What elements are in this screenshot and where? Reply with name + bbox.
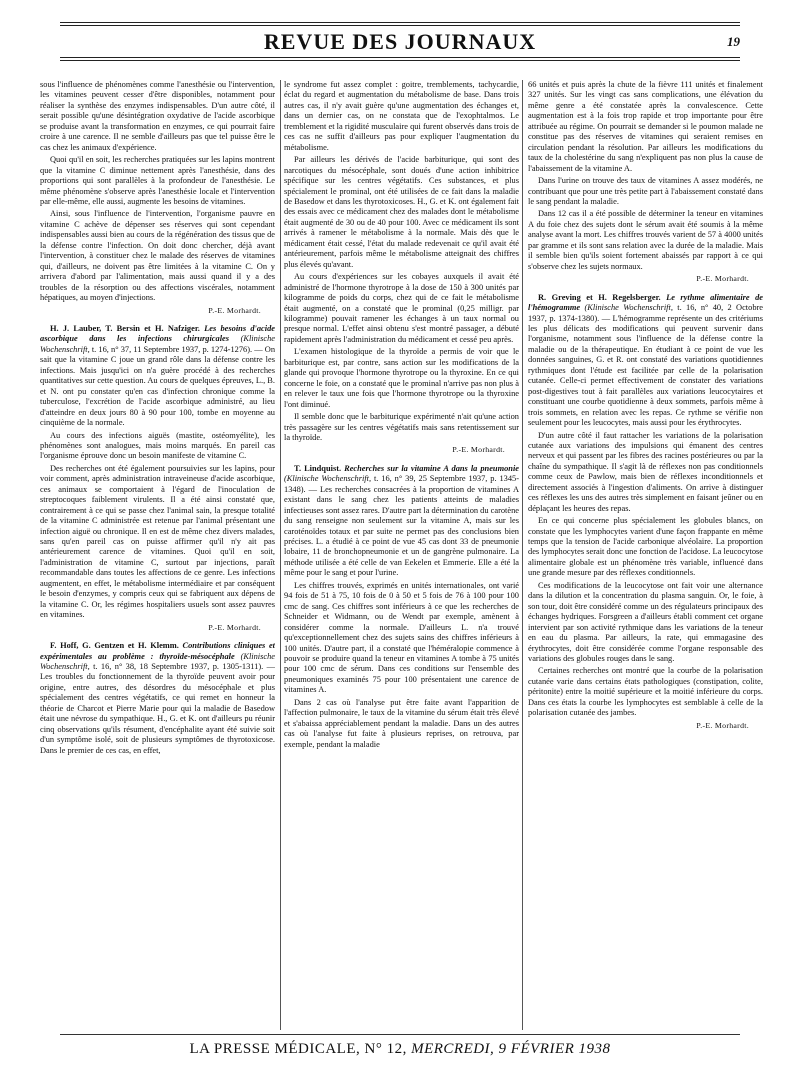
article-text: L'hémogramme représente un des critériums les plus délicats des modifications qui peuvent survenir dans l'organisme, notamment sous l'influence de la défense contre la maladie ou de la thérapeutique. En étudiant à ce point de vue les données sanguines, G. et R. ont constaté des variations quotidiennes rythmiques dont l'étude est facilitée par celle de la polarisation cutanée. Celle-ci permet effectivement de constater des variations post-digestives tout à fait parallèles aux variations leucocytaires et constituant une courbe quotidienne à deux sommets, parfois même à trois sommets, en relation avec les repas. Ce rythme se vérifie non seulement pour les leucocytes, mais aussi pour les érythrocytes. — [528, 313, 763, 428]
column-3 — [528, 80, 763, 1035]
article-journal: (Klinische Wochenschrift, — [584, 303, 673, 313]
article-text: Les troubles du fonctionnement de la thyroïde peuvent avoir pour origine, entre autres, des désordres du mésocéphale et plus spécialement des centres végétatifs, ce qui remet en honneur la théorie de Charcot et Pierre Marie pour qui la maladie de Basedow était une névrose du sympathique. H., G. et K. ont d'ailleurs pu réunir cinq observations qu'ils résument, d'encéphalite ayant été suivie soit d'un symptôme isolé, soit de plusieurs symptômes de thyrotoxicose. Dans le premier de ces cas, en effet, — [40, 672, 275, 755]
paragraph: Certaines recherches ont montré que la courbe de la polarisation cutanée varie dans certains états pathologiques (constipation, colite, péritonite) entre la moitié supérieure et la moitié inférieure du corps. Dans ces états la courbe les lymphocytes est semblable à celle de la polarisation cutanée des jambes. — [528, 666, 763, 718]
paragraph: Il semble donc que le barbiturique expérimenté n'ait qu'une action très passagère sur les centres végétatifs mais sans retentissement sur la thyroïde. — [284, 412, 519, 442]
article-reference: t. 16, n° 39, 25 Septembre 1937, p. 1345-1348). — — [284, 474, 519, 494]
article-authors: R. Greving et H. Regelsberger. — [538, 292, 661, 302]
article-title: Contributions cliniques et expérimentales au problème : thyroïde-mésocéphale — [40, 641, 275, 661]
signature: P.-E. Morhardt. — [208, 305, 261, 315]
paragraph: Les chiffres trouvés, exprimés en unités internationales, ont varié 94 fois de 51 à 75, 10 fois de 0 à 50 et 5 fois de 76 à 100 pour 100 cmc de sang. Ces chiffres sont inférieurs à ce que les recherches de Schneider et Widmann, ou de Wendt par exemple, amènent à considérer comme la normale. D'ailleurs L. n'a trouvé qu'exceptionnellement chez des sujets sains des chiffres inférieurs à 100 unités. D'autre part, il a constaté que l'héméralopie commence à pouvoir se produire quand la teneur en vitamines A tombe à 75 unités pour 100 cmc de sérum. Dans ces conditions sur l'ensemble des pneumoniques examinés 75 pour 100 présentaient une carence de vitamines A. — [284, 580, 519, 695]
paragraph: le syndrome fut assez complet : goitre, tremblements, tachycardie, éclat du regard et augmentation du métabolisme de base. Dans trois autres cas, il n'y avait guère qu'une augmentation des échanges et, dans un dernier cas, on ne constata que de l'exophtalmos. Le tremblement et la rigidité musculaire qui furent observés dans trois de ces cas ne suffit d'ailleurs pas pour expliquer l'augmentation du métabolisme. — [284, 80, 519, 152]
footer-date: MERCREDI, 9 FÉVRIER 1938 — [411, 1041, 611, 1057]
column-separator-1 — [280, 80, 281, 1030]
page-footer — [0, 1040, 800, 1058]
article-reference: t. 16, n° 40, 2 Octobre 1937, p. 1374-1380). — — [528, 303, 763, 323]
column-1 — [40, 80, 275, 1035]
column-2 — [284, 80, 519, 1035]
article-heading — [528, 293, 763, 429]
paragraph: Ces modifications de la leucocytose ont fait voir une alternance dans la dilution et la concentration du plasma sanguin. Or, le foie, à son tour, doit être considéré comme un des régulateurs principaux des échanges hydriques. Forsgreen a d'ailleurs établi comment cet organe intervient par son activité rythmique dans les variations de la teneur en eau du plasma. Par ailleurs, la rate, qui emmagasine des érythrocytes, doit être considérée comme l'organe responsable des variations des globules rouges dans le sang. — [528, 580, 763, 664]
article-authors: T. Lindquist. — [294, 463, 342, 473]
page-title: REVUE DES JOURNAUX — [263, 29, 537, 54]
header-rule-bottom — [60, 57, 740, 58]
paragraph: En ce qui concerne plus spécialement les globules blancs, on constate que les lymphocytes varient d'une façon frappante en même temps que la tension de l'acide carbonique alvéolaire. La proportion des lymphocytes serait donc une fonction de l'acidose. La leucocytose alimentaire globale est un phénomène très variable, influencé dans une grande mesure par des réflexes conditionnels. — [528, 516, 763, 578]
page-number: 19 — [727, 34, 740, 49]
article-reference: t. 16, n° 38, 18 Septembre 1937, p. 1305-1311). — — [93, 662, 275, 672]
article-journal: (Klinische Wochenschrift, — [40, 334, 275, 354]
paragraph: Au cours d'expériences sur les cobayes auxquels il avait été administré de l'hormone thyrotrope à la dose de 150 à 300 unités par kilogramme de poids du corps, chez qui de ce fait le métabolisme était augmenté, on a constaté que le prominal (0,25 milligr. par kilogramme) pouvait ramener les échanges à un taux normal ou presque normal. L'effet ainsi obtenu s'est montré passager, a débuté rapidement après l'administration du médicament et cessé peu après. — [284, 272, 519, 344]
paragraph: Au cours des infections aiguës (mastite, ostéomyélite), les phénomènes sont analogues, mais moins marqués. En pareil cas l'organisme éprouve donc un besoin manifeste de vitamine C. — [40, 430, 275, 461]
signature: P.-E. Morhardt. — [452, 445, 505, 455]
paragraph: sous l'influence de phénomènes comme l'anesthésie ou l'intervention, les vitamines peuvent cesser d'être disponibles, notamment pour réaliser la synthèse des enzymes indispensables. D'un autre côté, il serait possible qu'une désintégration oxydative de l'acide ascorbique se produise avant la transformation en enzymes, ce qui pourrait faire croire à une carence. Il ne semble d'ailleurs pas que tel puisse être le cas chez les animaux d'expérience. — [40, 80, 275, 152]
article-authors: H. J. Lauber, T. Bersin et H. Nafziger. — [50, 323, 200, 333]
paragraph: D'un autre côté il faut rattacher les variations de la polarisation cutanée aux variations des impulsions qui émanent des centres nerveux et qui passent par les fibres des racines postérieures ou par la chaîne du sympathique. Il s'agit là de réflexes non pas conditionnels comme ceux de Pawlow, mais bien de réflexes inconditionnels et directement associés à l'ingestion d'aliments. On arrive à distinguer ces réflexes les uns des autres très simplement en faisant jeûner ou en déplaçant les heures des repas. — [528, 430, 763, 513]
paragraph: Des recherches ont été également poursuivies sur les lapins, pour voir comment, après administration intraveineuse d'acide ascorbique, ces animaux se comportaient à l'égard de l'inoculation de streptocoques faiblement virulents. Il a été ainsi constaté que, contrairement à ce qui se passe chez l'animal sain, la presque totalité de la vitamine C administrée est retenue par l'animal présentant une infection aiguë ou chronique. Il en est de même chez divers malades, sans qu'en pareil cas on puisse affirmer qu'il n'y ait pas antérieurement carence de vitamines. Quoi qu'il en soit, l'administration de vitamine C, surtout par injections, paraît recommandable dans toutes les affections de ce genre. Les infections augmentent, en effet, le métabolisme intermédiaire et par conséquent le besoin d'enzymes, y compris ceux qui se fabriquent aux dépens de la vitamine C. Or, les régimes hospitaliers usuels sont assez pauvres en vitamines. — [40, 463, 275, 620]
article-reference: t. 16, n° 37, 11 Septembre 1937, p. 1274-1276). — — [91, 344, 263, 354]
header-rule-mid — [60, 25, 740, 26]
article-journal: (Klinische Wochenschrift, — [284, 474, 372, 484]
header-rule-bottom-2 — [60, 60, 740, 61]
article-text: Les recherches consacrées à la proportion de vitamines A existant dans le sang chez les patients atteints de maladies infectieuses sont assez rares. D'autre part la détermination du carotène du sang renseigne non seulement sur la vitamine A, mais sur les caroténoïdes totaux et par suite ne permet pas des conclusions bien précises. L. a étudié à ce point de vue 45 cas dont 33 de pneumonie lobaire, 11 de bronchopneumonie et un de gangrène pulmonaire. La méthode utilisée a été celle de van Eekelen et Emmerie. Elle a été la même pour le sang et pour l'urine. — [284, 484, 519, 578]
article-heading — [284, 464, 519, 579]
paragraph: Ainsi, sous l'influence de l'intervention, l'organisme pauvre en vitamine C achève de dépenser ses réserves qui sont cependant indispensables aussi bien au cours de la régénération des tissus que de la défense contre l'infection. On doit donc chercher, déjà avant l'intervention, à constituer chez le malade des réserves de vitamines qui, d'ailleurs, ne doivent pas être limitées à la vitamine C. On y arrivera d'abord par l'alimentation, mais aussi quand il y a des troubles de la résorption ou des affections viscérales, notamment hépatiques, au moyen d'injections. — [40, 209, 275, 303]
footer-rule — [60, 1034, 740, 1035]
paragraph: L'examen histologique de la thyroïde a permis de voir que le barbiturique est, par contre, sans action sur les modifications de la glande qui provoque l'hormone thyrotrope ou la thyroxine. En ce qui concerne le foie, on a constaté que le prominal n'arrive pas non plus à en relever le taux une fois que l'hormone thyrotrope ou la thyroxine l'ont diminué. — [284, 347, 519, 409]
article-text: On sait que la vitamine C joue un grand rôle dans la défense contre les infections. Mais jusqu'ici on n'a guère procédé à des recherches quantitatives sur cette question. Au cours de quelques épreuves, L., B. et N. ont pu constater qu'en cas d'infection chronique comme la tuberculose, l'excrétion de l'acide ascorbique administré, au lieu d'atteindre en deux jours 80 à 90 pour 100, tombe en moyenne au cinquième de la normale. — [40, 344, 275, 428]
paragraph: Par ailleurs les dérivés de l'acide barbiturique, qui sont des narcotiques du mésocéphale, sont doués d'une action inhibitrice spécifique sur les centres végétatifs. Ces substances, et plus spécialement le prominal, ont été utilisées de ce fait dans la maladie de Basedow et dans les thyrotoxicoses. H., G. et K. ont également fait des essais avec ce médicament chez des malades dont le métabolisme était augmenté de 30 ou de 40 pour 100. Avec ce médicament ils sont arrivés à ramener le métabolisme à la normale. Mais dès que le médicament était cessé, l'état du malade redevenait ce qu'il avait été antérieurement, parfois même le métabolisme atteignait des chiffres plus élevés qu'avant. — [284, 155, 519, 269]
paragraph: 66 unités et puis après la chute de la fièvre 111 unités et finalement 327 unités. Sur les vingt cas sans complications, une élévation du même genre a été constatée après la convalescence. Cette augmentation est à la fois trop rapide et trop importante pour être attribuée au régime. On pourrait se demander si le poumon malade ne constitue pas des réserves de vitamines qui seraient remises en circulation pendant la résolution. Par ailleurs les modifications du taux de la cholestérine du sang n'expliquent pas non plus la cause de l'abaissement de la vitamine A. — [528, 80, 763, 173]
article-journal: (Klinische Wochenschrift, — [40, 651, 275, 672]
paragraph: Quoi qu'il en soit, les recherches pratiquées sur les lapins montrent que la vitamine C diminue nettement après l'anesthésie, dans des proportions qui sont parallèles à la profondeur de l'anesthésie. Le même phénomène s'observe après l'anesthésie locale et l'intervention par elle-même, elle aussi, augmente les besoins de vitamines. — [40, 155, 275, 206]
signature: P.-E. Morhardt. — [208, 622, 261, 632]
paragraph: Dans l'urine on trouve des taux de vitamines A assez modérés, ne contribuant que pour une très petite part à l'abaissement constaté dans le sang pendant la maladie. — [528, 176, 763, 206]
paragraph: Dans 12 cas il a été possible de déterminer la teneur en vitamines A du foie chez des sujets dont le sérum avait été soumis à la même analyse avant la mort. Les chiffres trouvés varient de 57 à 4000 unités par gramme et ils sont sans relation avec la durée de la maladie. Mais il semble bien qu'ils soient fortement abaissés par rapport à ce qui s'observe chez les sujets normaux. — [528, 209, 763, 271]
column-separator-2 — [522, 80, 523, 1030]
header-rule-top — [60, 22, 740, 23]
article-title: Le rythme alimentaire de l'hémogramme — [528, 292, 763, 313]
article-authors: F. Hoff, G. Gentzen et H. Klemm. — [50, 641, 179, 651]
article-title: Recherches sur la vitamine A dans la pneumonie — [344, 463, 519, 473]
footer-journal: LA PRESSE MÉDICALE, N° 12, — [189, 1041, 407, 1057]
signature: P.-E. Morhardt. — [696, 274, 749, 284]
article-title: Les besoins d'acide ascorbique dans les infections chirurgicales — [40, 323, 275, 344]
paragraph: Dans 2 cas où l'analyse put être faite avant l'apparition de l'affection pulmonaire, le taux de la vitamine du sérum était très élevé et s'abaissa appréciablement pendant la maladie. Dans un des autres cas où l'analyse fut faite à plusieurs reprises, on retrouva, par exemple, pendant la maladie — [284, 697, 519, 749]
signature: P.-E. Morhardt. — [696, 720, 749, 730]
article-heading — [40, 641, 275, 756]
article-heading — [40, 324, 275, 429]
